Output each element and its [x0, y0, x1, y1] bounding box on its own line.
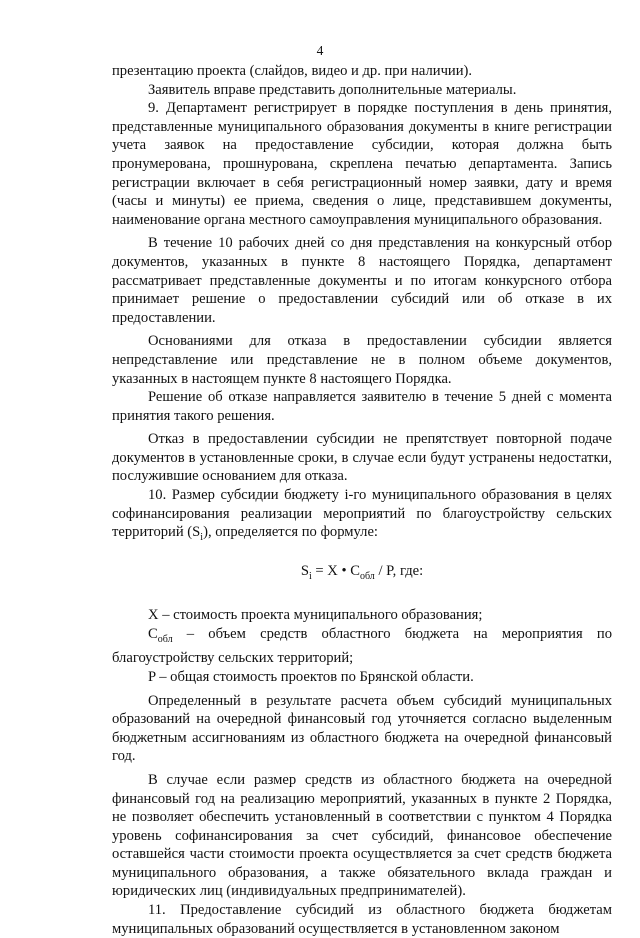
formula-lhs: S: [300, 562, 309, 579]
paragraph-presentation: презентацию проекта (слайдов, видео и др. при наличии).: [112, 63, 473, 79]
formula-lhs-subscript: i: [308, 570, 312, 582]
paragraph-10-text: 10. Размер субсидии бюджету i-го муниципального образования в целях софинансирования реализации мероприятий по благоустройству сельских территорий (S: [112, 487, 612, 541]
subsidy-formula: [112, 562, 612, 587]
paragraph-10-subscript: i: [200, 532, 204, 544]
definition-p: P – общая стоимость проектов по Брянской области.: [148, 668, 474, 685]
paragraph-10-tail: ), определяется по формуле:: [203, 524, 378, 541]
definition-c: [112, 625, 612, 668]
paragraph-10: [112, 486, 612, 548]
formula-mid: = X • C: [311, 562, 360, 579]
page-number: 4: [316, 43, 324, 58]
paragraph-9-review: В течение 10 рабочих дней со дня представления на конкурсный отбор документов, указанных в пункте 8 настоящего Порядка, департамент рассматривает представленные документы и по итогам конкурсного отбора принимает решение о предоставлении субсидий или об отказе в их предоставлении.: [112, 235, 612, 326]
document-body: [112, 62, 612, 938]
definition-x: X – стоимость проекта муниципального образования;: [148, 607, 483, 624]
paragraph-10-refinement: Определенный в результате расчета объем субсидий муниципальных образований на очередной финансовый год уточняется согласно выделенным бюджетным ассигнованиям из областного бюджета на очередной финансовый год.: [112, 692, 612, 765]
definition-c-symbol: C: [148, 625, 158, 642]
paragraph-10-shortfall: В случае если размер средств из областного бюджета на очередной финансовый год на реализацию мероприятий, указанных в пункте 2 Порядка, не позволяет обеспечить установленный в соответствии с пунктом 4 Порядка уровень софинансирования за счет субсидий, финансовое обеспечение оставшейся части стоимости проекта осуществляется за счет средств бюджета муниципального образования, а также обязательного вклада граждан и юридических лиц (индивидуальных предпринимателей).: [112, 771, 612, 900]
formula-mid-subscript: обл: [359, 570, 375, 582]
paragraph-9-refusal-notice: Решение об отказе направляется заявителю в течение 5 дней с момента принятия такого решения.: [112, 389, 612, 424]
paragraph-9-refusal-grounds: Основаниями для отказа в предоставлении субсидии является непредставление или представление не в полном объеме документов, указанных в настоящем пункте 8 настоящего Порядка.: [112, 333, 612, 387]
definition-c-text: – объем средств областного бюджета на мероприятия по благоустройству сельских территорий;: [112, 625, 612, 667]
formula-rhs: / P, где:: [374, 562, 424, 579]
paragraph-9: 9. Департамент регистрирует в порядке поступления в день принятия, представленные муниципального образования документы в книге регистрации учета заявок на предоставление субсидии, которая должна быть пронумерована, прошнурована, скреплена печатью департамента. Запись регистрации включает в себя регистрационный номер заявки, дату и время (часы и минуты) ее приема, сведения о лице, представившем документы, наименование органа местного самоуправления муниципального образования.: [112, 100, 612, 228]
paragraph-9-resubmission: Отказ в предоставлении субсидии не препятствует повторной подаче документов в установленные сроки, в случае если будут устранены недостатки, послужившие основанием для отказа.: [112, 431, 612, 485]
definition-c-subscript: обл: [157, 633, 173, 645]
paragraph-additional-materials: Заявитель вправе представить дополнительные материалы.: [148, 81, 517, 98]
paragraph-11: 11. Предоставление субсидий из областного бюджета бюджетам муниципальных образований осуществляется в установленном законом: [112, 902, 612, 937]
